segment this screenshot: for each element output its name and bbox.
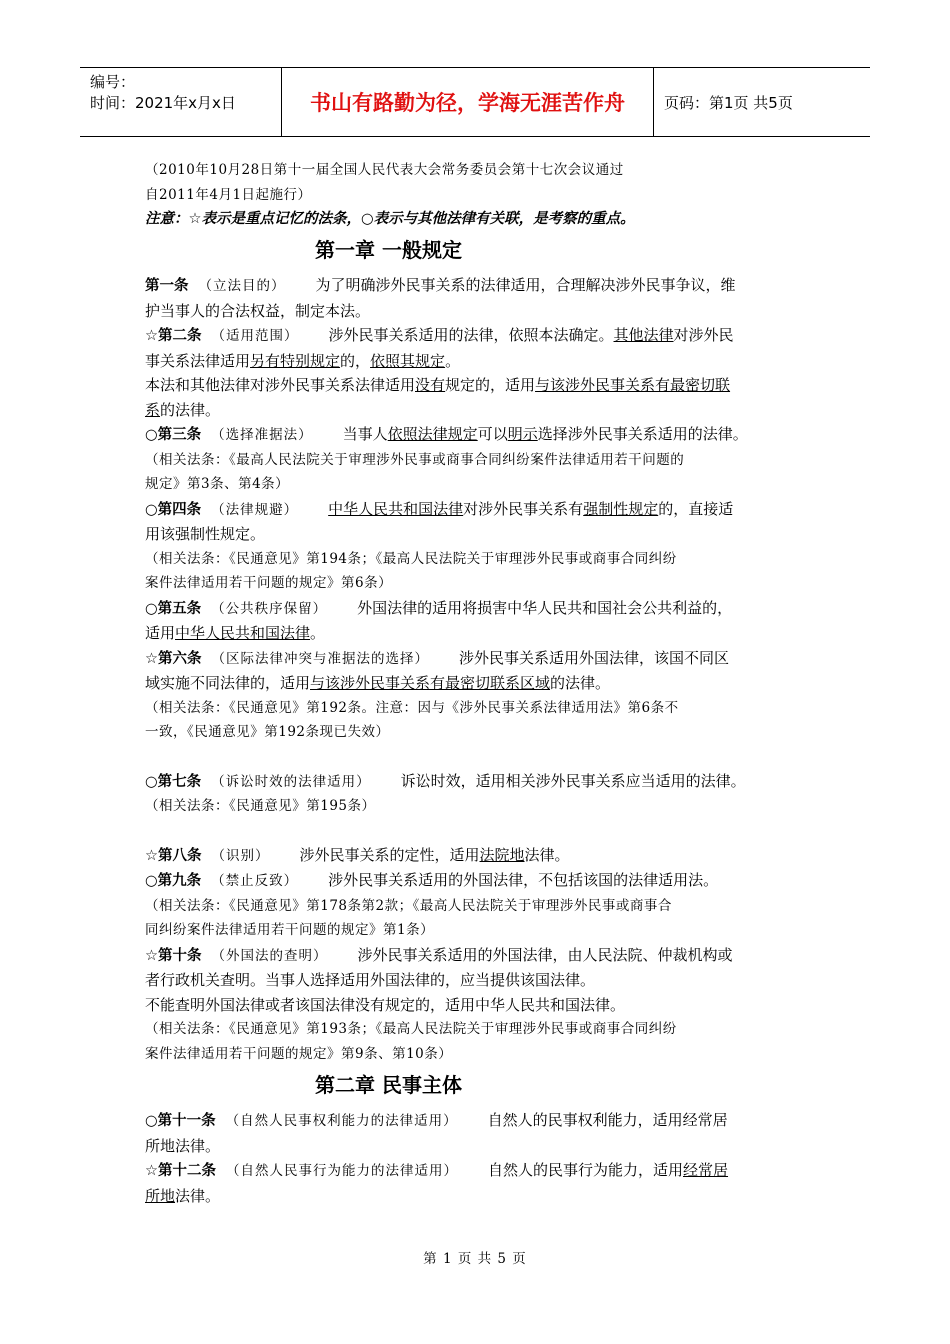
- article-topic: （禁止反致）: [211, 873, 299, 889]
- related-laws: （相关法条：《民通意见》第192条。注意：因与《涉外民事关系法律适用法》第6条不: [145, 699, 679, 716]
- underlined-text: 明示: [507, 425, 538, 443]
- article-topic: （适用范围）: [211, 328, 299, 344]
- underlined-text: 依照法律规定: [387, 425, 478, 443]
- note: 注意：☆表示是重点记忆的法条，○表示与其他法律有关联，是考察的重点。: [145, 211, 635, 227]
- page-info: 页码：第1页 共5页: [664, 93, 793, 112]
- article-8: [145, 843, 815, 869]
- underlined-text: 系: [145, 400, 161, 419]
- underlined-text: 中华人民共和国法律: [175, 624, 311, 642]
- text-line: 案件法律适用若干问题的规定》第9条、第10条）: [145, 1045, 453, 1062]
- text-line: [145, 671, 815, 696]
- article-5: [145, 596, 815, 622]
- underlined-text: 与该涉外民事关系有最密切联系区域: [310, 674, 551, 692]
- text-span: 。: [445, 351, 461, 370]
- text-line: [145, 299, 815, 324]
- text-span: 对涉外民事关系有: [463, 499, 584, 518]
- text-line: [145, 1184, 815, 1209]
- chapter-title: 第二章 民事主体: [315, 1073, 462, 1097]
- article-head: ○第五条: [145, 600, 202, 617]
- article-topic: （选择准据法）: [211, 427, 313, 443]
- text-span: 涉外民事关系的定性，适用: [299, 845, 480, 864]
- text-span: 本法和其他法律对涉外民事关系法律适用: [145, 376, 416, 394]
- article-10: [145, 943, 815, 969]
- article-head: ☆第十二条: [145, 1163, 216, 1179]
- text-span: 自然人的民事行为能力，适用: [488, 1161, 684, 1179]
- text-span: 域实施不同法律的，适用: [145, 674, 311, 692]
- article-head: ○第四条: [145, 501, 202, 518]
- text-span: 自然人的民事权利能力，适用经常居: [487, 1111, 728, 1129]
- article-topic: （法律规避）: [211, 501, 299, 518]
- text-line: 案件法律适用若干问题的规定》第6条）: [145, 575, 393, 591]
- article-9: [145, 868, 815, 894]
- text-span: 的，直接适: [658, 499, 734, 518]
- underlined-text: 与该涉外民事关系有最密切联: [535, 376, 731, 394]
- underlined-text: 没有: [415, 376, 446, 394]
- text-span: 规定的，适用: [445, 376, 536, 394]
- related-laws: （相关法条：《最高人民法院关于审理涉外民事或商事合同纠纷案件法律适用若干问题的: [145, 451, 685, 468]
- related-laws: （相关法条：《民通意见》第193条；《最高人民法院关于审理涉外民事或商事合同纠纷: [145, 1021, 677, 1037]
- underlined-text: 法院地: [479, 845, 525, 864]
- text-span: 可以: [477, 425, 508, 443]
- article-6: [145, 646, 815, 672]
- page-footer: 第 1 页 共 5 页: [423, 1251, 527, 1267]
- related-laws: （相关法条：《民通意见》第195条）: [145, 798, 376, 814]
- article-head: ☆第十条: [145, 947, 202, 964]
- text-line: 者行政机关查明。当事人选择适用外国法律的，应当提供该国法律。: [145, 971, 596, 989]
- article-7: [145, 769, 815, 795]
- text-span: 为了明确涉外民事关系的法律适用，合理解决涉外民事争议，维: [315, 276, 736, 294]
- article-topic: （外国法的查明）: [211, 947, 328, 964]
- underlined-text: 所地: [145, 1186, 176, 1205]
- text-span: 涉外民事关系适用外国法律，该国不同区: [459, 648, 730, 667]
- text-line: 所地法律。: [145, 1136, 221, 1155]
- header-meta: [80, 68, 282, 136]
- article-topic: （自然人民事行为能力的法律适用）: [226, 1163, 458, 1179]
- date-label: 时间：2021年x月x日: [90, 94, 236, 112]
- chapter-title: 第一章 一般规定: [315, 238, 462, 262]
- text-span: 法律。: [175, 1186, 221, 1205]
- article-topic: （立法目的）: [198, 278, 286, 294]
- text-span: 涉外民事关系适用的外国法律，由人民法院、仲裁机构或: [357, 945, 733, 964]
- text-line: [145, 398, 815, 423]
- document-body: [145, 158, 815, 1208]
- article-3: [145, 422, 815, 448]
- text-span: 外国法律的适用将损害中华人民共和国社会公共利益的，: [357, 598, 733, 617]
- text-span: 的法律。: [550, 674, 611, 692]
- text-span: 法律。: [524, 845, 570, 864]
- text-span: 涉外民事关系适用的外国法律，不包括该国的法律适用法。: [328, 871, 719, 889]
- text-span: 诉讼时效，适用相关涉外民事关系应当适用的法律。: [400, 771, 746, 790]
- text-line: 一致，《民通意见》第192条现已失效）: [145, 724, 390, 740]
- header-motto: 书山有路勤为径，学海无涯苦作舟: [282, 68, 654, 136]
- text-span: 当事人: [342, 425, 388, 443]
- article-head: ☆第二条: [145, 328, 202, 344]
- text-span: 。: [310, 624, 326, 642]
- article-11: [145, 1108, 815, 1134]
- text-line: [145, 373, 815, 398]
- text-span: 涉外民事关系适用的法律，依照本法确定。: [328, 326, 614, 344]
- article-head: ○第三条: [145, 427, 202, 443]
- article-head: 第一条: [145, 278, 189, 294]
- text-span: 适用: [145, 624, 176, 642]
- article-topic: （识别）: [211, 847, 270, 864]
- article-topic: （自然人民事权利能力的法律适用）: [225, 1113, 458, 1129]
- article-2: [145, 323, 815, 349]
- text-span: 的法律。: [160, 400, 221, 419]
- text-line: 规定》第3条、第4条）: [145, 476, 290, 492]
- text-span: 对涉外民: [673, 326, 734, 344]
- text-span: 的，: [340, 351, 371, 370]
- article-4: [145, 497, 815, 523]
- text-span: 选择涉外民事关系适用的法律。: [537, 425, 748, 443]
- text-line: 不能查明外国法律或者该国法律没有规定的，适用中华人民共和国法律。: [145, 995, 626, 1014]
- underlined-text: 其他法律: [613, 326, 674, 344]
- underlined-text: 经常居: [683, 1161, 729, 1179]
- header-table: [80, 67, 870, 137]
- article-topic: （区际法律冲突与准据法的选择）: [211, 650, 429, 667]
- text-span: 事关系法律适用: [145, 351, 251, 370]
- text-line: 同纠纷案件法律适用若干问题的规定》第1条）: [145, 922, 435, 938]
- related-laws: （相关法条：《民通意见》第178条第2款；《最高人民法院关于审理涉外民事或商事合: [145, 897, 672, 914]
- article-head: ☆第六条: [145, 650, 202, 667]
- number-label: 编号：: [90, 73, 136, 91]
- text-line: 用该强制性规定。: [145, 525, 266, 543]
- related-laws: （相关法条：《民通意见》第194条；《最高人民法院关于审理涉外民事或商事合同纠纷: [145, 550, 677, 567]
- article-head: ○第九条: [145, 873, 202, 889]
- article-head: ☆第八条: [145, 847, 202, 864]
- underlined-text: 中华人民共和国法律: [328, 499, 464, 518]
- text-span: 护当事人的合法权益，制定本法。: [145, 301, 371, 320]
- underlined-text: 依照其规定: [370, 351, 446, 370]
- intro-line: 自2011年4月1日起施行）: [145, 186, 312, 203]
- article-head: ○第七条: [145, 773, 202, 790]
- text-line: [145, 621, 815, 646]
- article-topic: （诉讼时效的法律适用）: [211, 773, 371, 790]
- text-line: [145, 349, 815, 374]
- article-12: [145, 1158, 815, 1184]
- intro-line: （2010年10月28日第十一届全国人民代表大会常务委员会第十七次会议通过: [145, 162, 624, 178]
- article-head: ○第十一条: [145, 1113, 216, 1129]
- article-1: [145, 273, 815, 299]
- underlined-text: 另有特别规定: [250, 351, 341, 370]
- underlined-text: 强制性规定: [583, 499, 659, 518]
- article-topic: （公共秩序保留）: [211, 600, 328, 617]
